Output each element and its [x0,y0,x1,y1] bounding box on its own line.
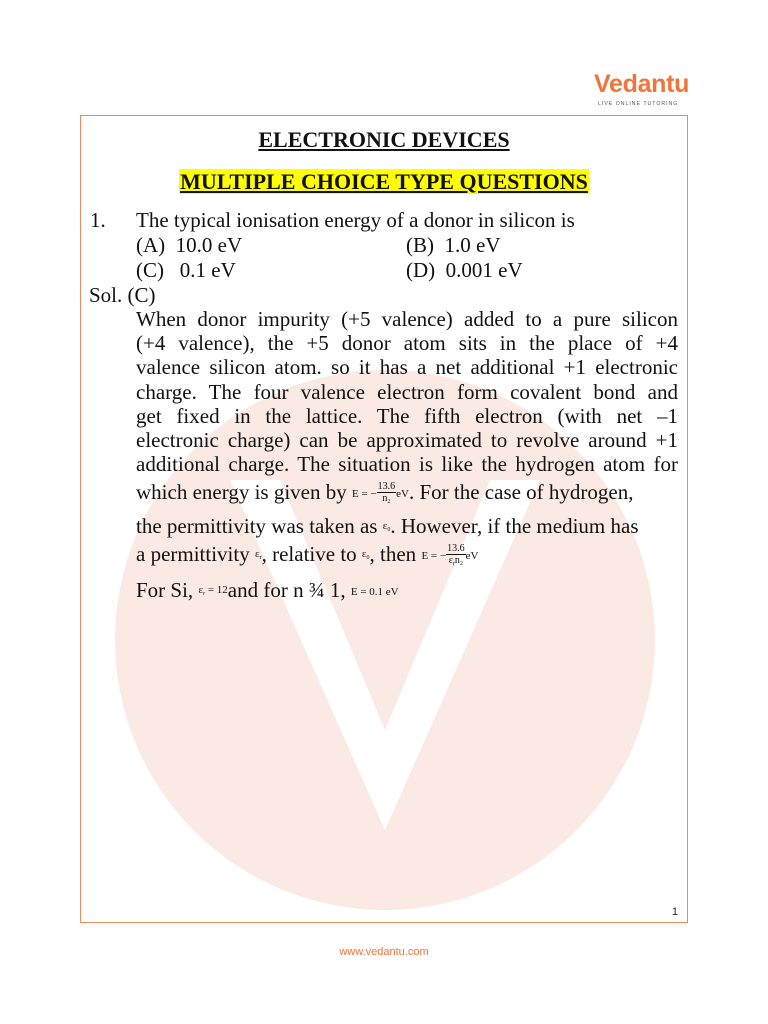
option-b-value: 1.0 eV [444,233,501,257]
solution-paragraph [136,307,678,476]
solution-answer: (C) [127,283,156,307]
solution-line-6: electronic charge) can be approximated to revolve around +1 [136,427,678,452]
question-number: 1. [90,208,106,232]
formula2-den-eps: ε [448,554,453,566]
line9-pre: the permittivity was taken as [136,514,378,538]
line8-post: . For the case of hydrogen, [408,480,634,504]
epsilon-zero-2 [362,542,370,570]
option-c-value: 0.1 eV [179,258,236,282]
line11-mid: and for n ¾ 1, [227,578,346,602]
logo-brand: Vedantu [594,70,690,98]
line10-pre: a permittivity [136,542,250,566]
section-title [0,169,768,195]
formula-fraction [377,481,397,508]
solution-line-2: (+4 valence), the +5 donor atom sits in the place of +4 [136,331,678,356]
footer-url[interactable]: www.vedantu.com [339,946,429,958]
page-title [0,127,768,153]
formula2-numerator: 13.6 [447,542,465,554]
section-title-text: MULTIPLE CHOICE TYPE QUESTIONS [180,169,588,194]
solution-line-4: charge. The four valence electron form covalent bond and [136,379,678,404]
solution-line-3: valence silicon atom. so it has a net additional +1 electronic [136,355,678,380]
epsilon-r-value [198,578,227,606]
option-d-value: 0.001 eV [445,258,523,282]
eps0-symbol: ε [382,520,388,533]
solution-line-8 [136,480,634,508]
formula2-den-exp: 2 [459,560,463,567]
option-d [406,258,523,282]
formula2-lhs: E = − [421,549,447,562]
epsilon-r [255,542,262,570]
eps0-sub-2: 0 [366,555,370,562]
solution-prefix: Sol. [89,283,123,307]
formula-den-exp: 2 [387,498,391,505]
option-c-label: (C) [136,258,164,282]
option-a-label: (A) [136,233,166,257]
formula2-denominator [446,555,466,570]
question-text: The typical ionisation energy of a donor in silicon is [136,208,575,232]
epsr-symbol-2: ε [198,584,204,597]
epsr-sub-2: r [203,591,206,598]
eps0-symbol-2: ε [361,548,367,561]
formula2-den-n: n [454,554,460,566]
formula-lhs: E = − [352,487,377,500]
option-b [406,233,501,257]
option-d-label: (D) [406,258,436,282]
formula2-den-sub: r [452,560,455,567]
line11-pre: For Si, [136,578,194,602]
formula2-fraction [446,543,466,570]
energy-result: E = 0.1 eV [350,586,399,599]
formula-den-n: n [382,492,388,504]
eps0-sub: 0 [387,527,391,534]
formula-unit: eV [396,487,409,500]
option-b-label: (B) [406,233,434,257]
energy-formula [352,481,409,508]
option-c [136,258,236,282]
solution-line-5: get fixed in the lattice. The fifth electron (with net –1 [136,403,678,428]
option-a [136,233,242,257]
page-title-text: ELECTRONIC DEVICES [258,127,510,152]
solution-line-1: When donor impurity (+5 valence) added to a pure silicon [136,307,678,331]
formula2-unit: eV [465,549,479,562]
epsr-symbol: ε [254,548,260,561]
page-number: 1 [671,906,678,918]
line10-mid: , relative to [261,542,357,566]
line8-pre: which energy is given by [136,480,347,504]
logo-tagline: LIVE ONLINE TUTORING [598,101,679,107]
solution-line-7: additional charge. The situation is like the hydrogen atom for [136,452,678,477]
solution-line-9 [136,514,639,542]
solution-line-10 [136,542,478,570]
line10-post: , then [369,542,417,566]
epsr-sub: r [259,555,262,562]
formula-numerator: 13.6 [377,480,396,492]
eps-value: = 12 [207,584,228,597]
vedantu-logo [594,70,690,110]
solution-label [89,283,156,307]
energy-formula-2 [421,543,478,570]
solution-line-11 [136,578,399,606]
line9-post: . However, if the medium has [390,514,639,538]
option-a-value: 10.0 eV [175,233,243,257]
formula-denominator [377,493,397,508]
